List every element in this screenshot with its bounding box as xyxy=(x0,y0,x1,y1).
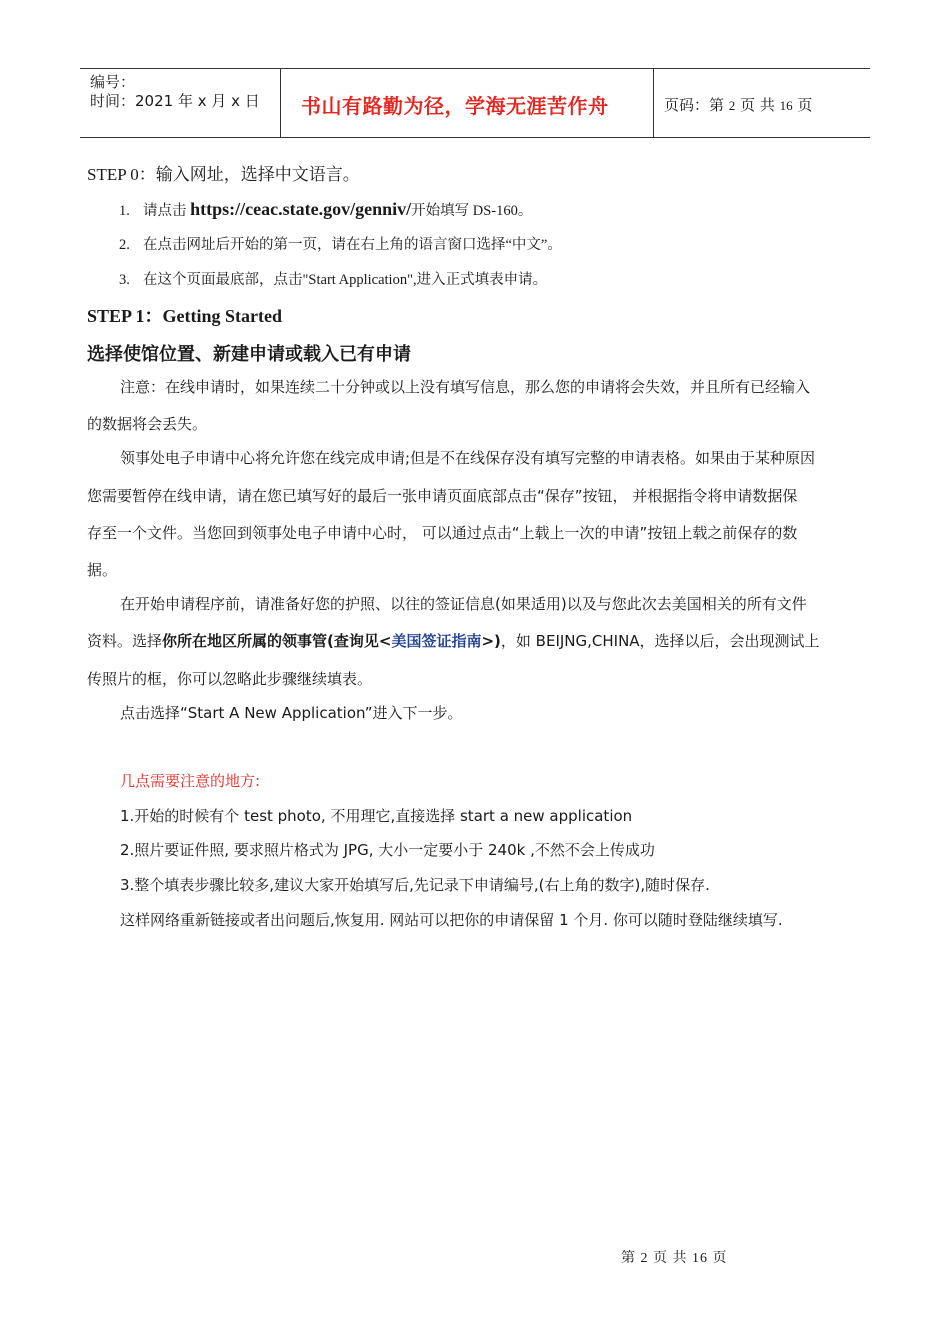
paragraph-line: 注意：在线申请时，如果连续二十分钟或以上没有填写信息，那么您的申请将会失效，并且所有已经输入 xyxy=(120,378,811,396)
step0-item-1: 1. 请点击 https://ceac.state.gov/genniv/开始填写 DS-160。 xyxy=(119,199,533,219)
note-item: 2.照片要证件照, 要求照片格式为 JPG, 大小一定要小于 240k ,不然不会上传成功 xyxy=(120,841,655,859)
header-page-cell xyxy=(654,69,870,137)
paragraph-line: 存至一个文件。当您回到领事处电子申请中心时， 可以通过点击“上载上一次的申请”按钮上载之前保存的数 xyxy=(87,524,798,542)
header-meta-cell xyxy=(80,69,281,137)
doc-number-label: 编号： xyxy=(90,73,136,91)
visa-guide-link[interactable]: 美国签证指南 xyxy=(391,632,482,650)
step1-title: STEP 1：Getting Started xyxy=(87,306,283,326)
doc-date-label: 时间：2021 年 x 月 x 日 xyxy=(90,92,260,110)
header-motto: 书山有路勤为径，学海无涯苦作舟 xyxy=(301,94,609,118)
notes-title: 几点需要注意的地方: xyxy=(120,772,261,790)
note-item: 1.开始的时候有个 test photo, 不用理它,直接选择 start a new application xyxy=(120,807,633,825)
step0-title: STEP 0：输入网址，选择中文语言。 xyxy=(87,165,360,184)
paragraph-line: 的数据将会丢失。 xyxy=(87,415,208,433)
page-header xyxy=(80,68,870,138)
ceac-url-link[interactable]: https://ceac.state.gov/genniv/ xyxy=(190,199,412,219)
paragraph-line: 您需要暂停在线申请，请在您已填写好的最后一张申请页面底部点击“保存”按钮， 并根据指令将申请数据保 xyxy=(87,487,798,505)
paragraph-line: 点击选择“Start A New Application”进入下一步。 xyxy=(120,704,463,722)
header-motto-cell xyxy=(281,69,654,137)
paragraph-line: 据。 xyxy=(87,561,118,579)
note-item: 这样网络重新链接或者出问题后,恢复用. 网站可以把你的申请保留 1 个月. 你可以随时登陆继续填写. xyxy=(120,911,783,929)
page-footer: 第 2 页 共 16 页 xyxy=(621,1251,728,1266)
paragraph-line: 在开始申请程序前，请准备好您的护照、以往的签证信息(如果适用)以及与您此次去美国相关的所有文件 xyxy=(120,595,807,613)
step0-item-3: 3. 在这个页面最底部，点击"Start Application",进入正式填表申请。 xyxy=(119,272,548,288)
paragraph-line: 传照片的框，你可以忽略此步骤继续填表。 xyxy=(87,670,373,688)
step0-item-2: 2. 在点击网址后开始的第一页，请在右上角的语言窗口选择“中文”。 xyxy=(119,237,562,253)
header-page-count: 页码：第 2 页 共 16 页 xyxy=(664,96,813,114)
note-item: 3.整个填表步骤比较多,建议大家开始填写后,先记录下申请编号,(右上角的数字),随时保存. xyxy=(120,876,710,894)
step1-subtitle: 选择使馆位置、新建申请或载入已有申请 xyxy=(87,344,411,365)
paragraph-line: 领事处电子申请中心将允许您在线完成申请;但是不在线保存没有填写完整的申请表格。如果由于某种原因 xyxy=(120,449,816,467)
paragraph-line: 资料。选择你所在地区所属的领事管(查询见<美国签证指南>)，如 BEIJNG,CHINA，选择以后，会出现测试上 xyxy=(87,632,820,650)
